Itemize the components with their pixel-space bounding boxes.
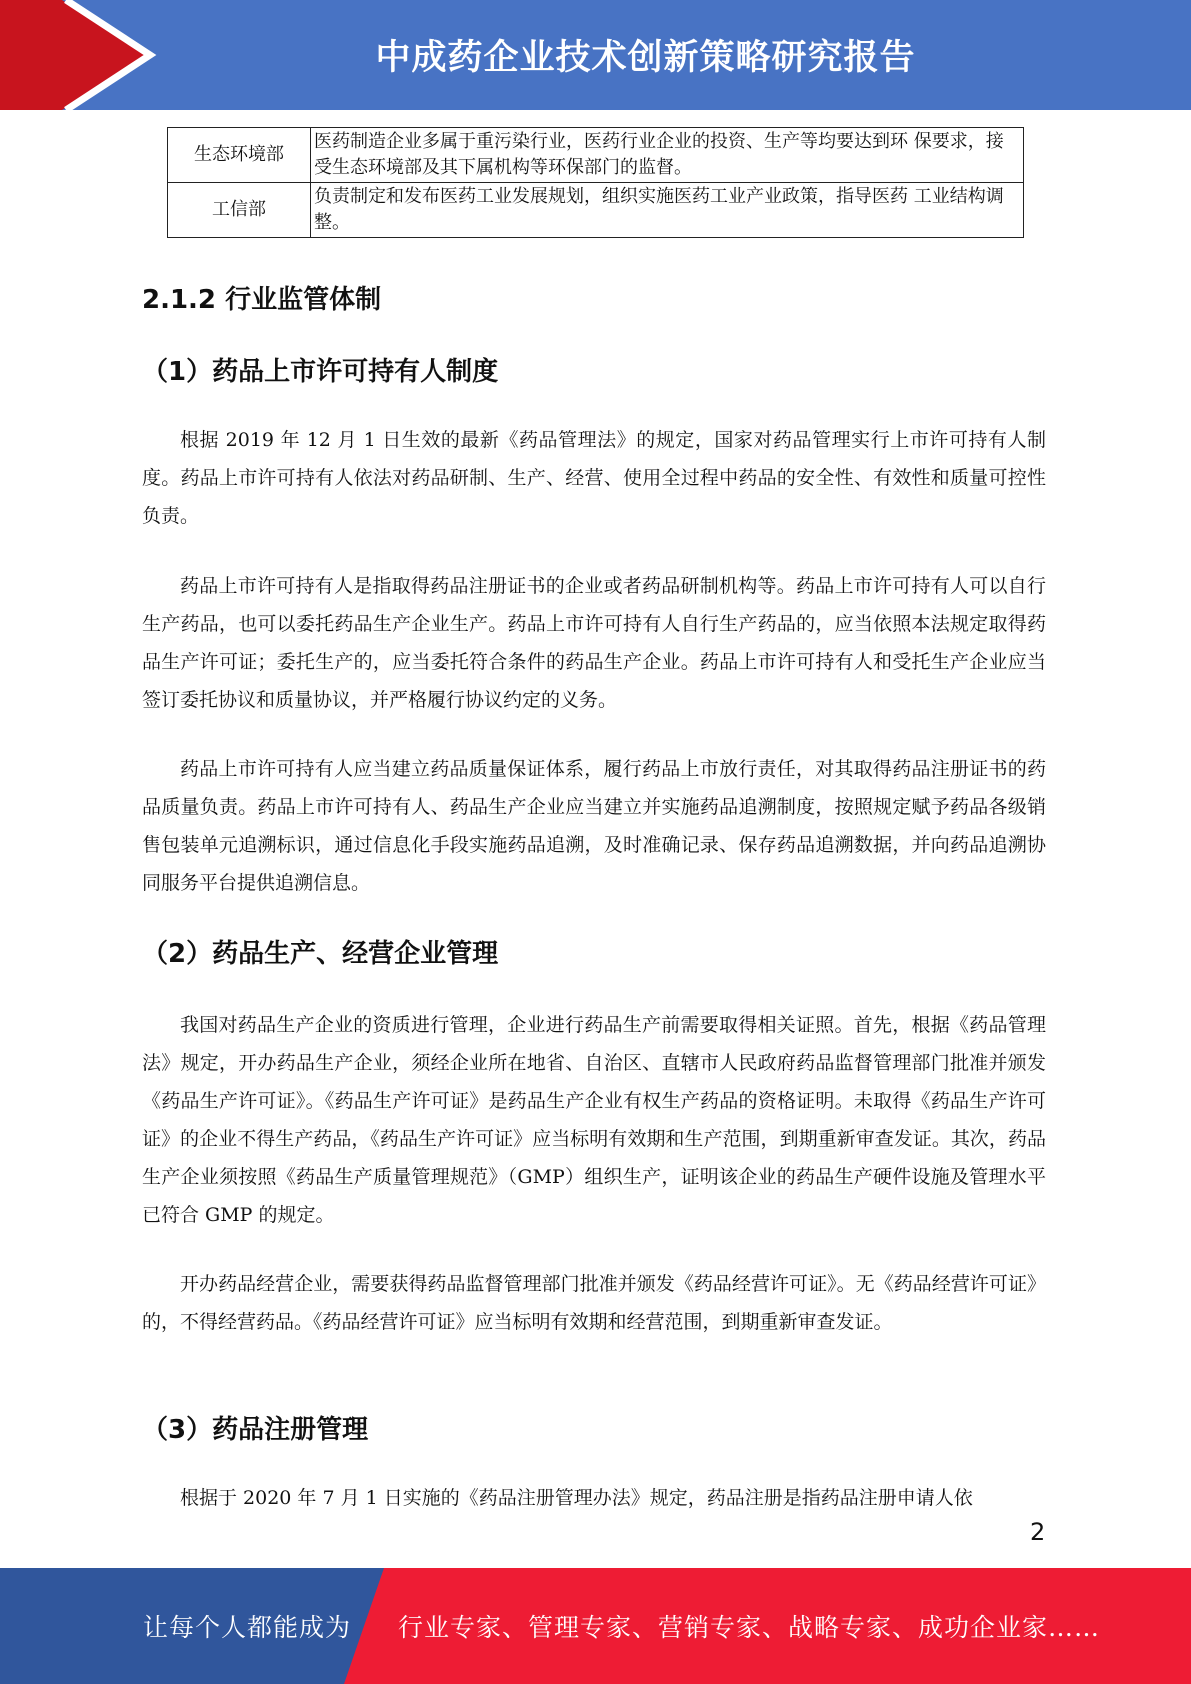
- footer-slogan-left: 让每个人都能成为: [143, 1613, 352, 1642]
- paragraph: 药品上市许可持有人是指取得药品注册证书的企业或者药品研制机构等。药品上市许可持有人可以自行生产药品，也可以委托药品生产企业生产。药品上市许可持有人自行生产药品的，应当依照本法规定取得药品生产许可证；委托生产的，应当委托符合条件的药品生产企业。药品上市许可持有人和受托生产企业应当签订委托协议和质量协议，并严格履行协议约定的义务。: [142, 575, 1046, 711]
- paragraph: 根据于 2020 年 7 月 1 日实施的《药品注册管理办法》规定，药品注册是指药品注册申请人依: [180, 1487, 973, 1509]
- dept-desc-cell: 负责制定和发布医药工业发展规划，组织实施医药工业产业政策，指导医药 工业结构调整。: [311, 183, 1024, 238]
- page-number: 2: [1030, 1518, 1046, 1546]
- section-heading: 2.1.2 行业监管体制: [142, 285, 382, 315]
- paragraph: 根据 2019 年 12 月 1 日生效的最新《药品管理法》的规定，国家对药品管理实行上市许可持有人制度。药品上市许可持有人依法对药品研制、生产、经营、使用全过程中药品的安全性、有效性和质量可控性负责。: [142, 429, 1046, 527]
- dept-desc-cell: 医药制造企业多属于重污染行业，医药行业企业的投资、生产等均要达到环 保要求，接受生态环境部及其下属机构等环保部门的监督。: [311, 128, 1024, 183]
- dept-name-cell: 工信部: [168, 183, 311, 238]
- subsection-heading-2: （2）药品生产、经营企业管理: [142, 939, 499, 969]
- subsection-heading-3: （3）药品注册管理: [142, 1415, 369, 1445]
- paragraph: 开办药品经营企业，需要获得药品监督管理部门批准并颁发《药品经营许可证》。无《药品经营许可证》的，不得经营药品。《药品经营许可证》应当标明有效期和经营范围，到期重新审查发证。: [142, 1273, 1046, 1333]
- report-title: 中成药企业技术创新策略研究报告: [375, 38, 916, 78]
- paragraph: 我国对药品生产企业的资质进行管理，企业进行药品生产前需要取得相关证照。首先，根据《药品管理法》规定，开办药品生产企业，须经企业所在地省、自治区、直辖市人民政府药品监督管理部门批准并颁发《药品生产许可证》。《药品生产许可证》是药品生产企业有权生产药品的资格证明。未取得《药品生产许可证》的企业不得生产药品，《药品生产许可证》应当标明有效期和生产范围，到期重新审查发证。其次，药品生产企业须按照《药品生产质量管理规范》（GMP）组织生产，证明该企业的药品生产硬件设施及管理水平已符合 GMP 的规定。: [142, 1014, 1046, 1226]
- page-footer: [0, 1568, 1191, 1684]
- paragraph: 药品上市许可持有人应当建立药品质量保证体系，履行药品上市放行责任，对其取得药品注册证书的药品质量负责。药品上市许可持有人、药品生产企业应当建立并实施药品追溯制度，按照规定赋予药品各级销售包装单元追溯标识，通过信息化手段实施药品追溯，及时准确记录、保存药品追溯数据，并向药品追溯协同服务平台提供追溯信息。: [142, 758, 1046, 894]
- department-table: [167, 127, 1024, 238]
- table-row: [168, 183, 1024, 238]
- table-row: [168, 128, 1024, 183]
- dept-name-cell: 生态环境部: [168, 128, 311, 183]
- footer-slogan-right: 行业专家、管理专家、营销专家、战略专家、成功企业家……: [398, 1613, 1101, 1642]
- page-header: [0, 0, 1191, 110]
- subsection-heading-1: （1）药品上市许可持有人制度: [142, 357, 499, 387]
